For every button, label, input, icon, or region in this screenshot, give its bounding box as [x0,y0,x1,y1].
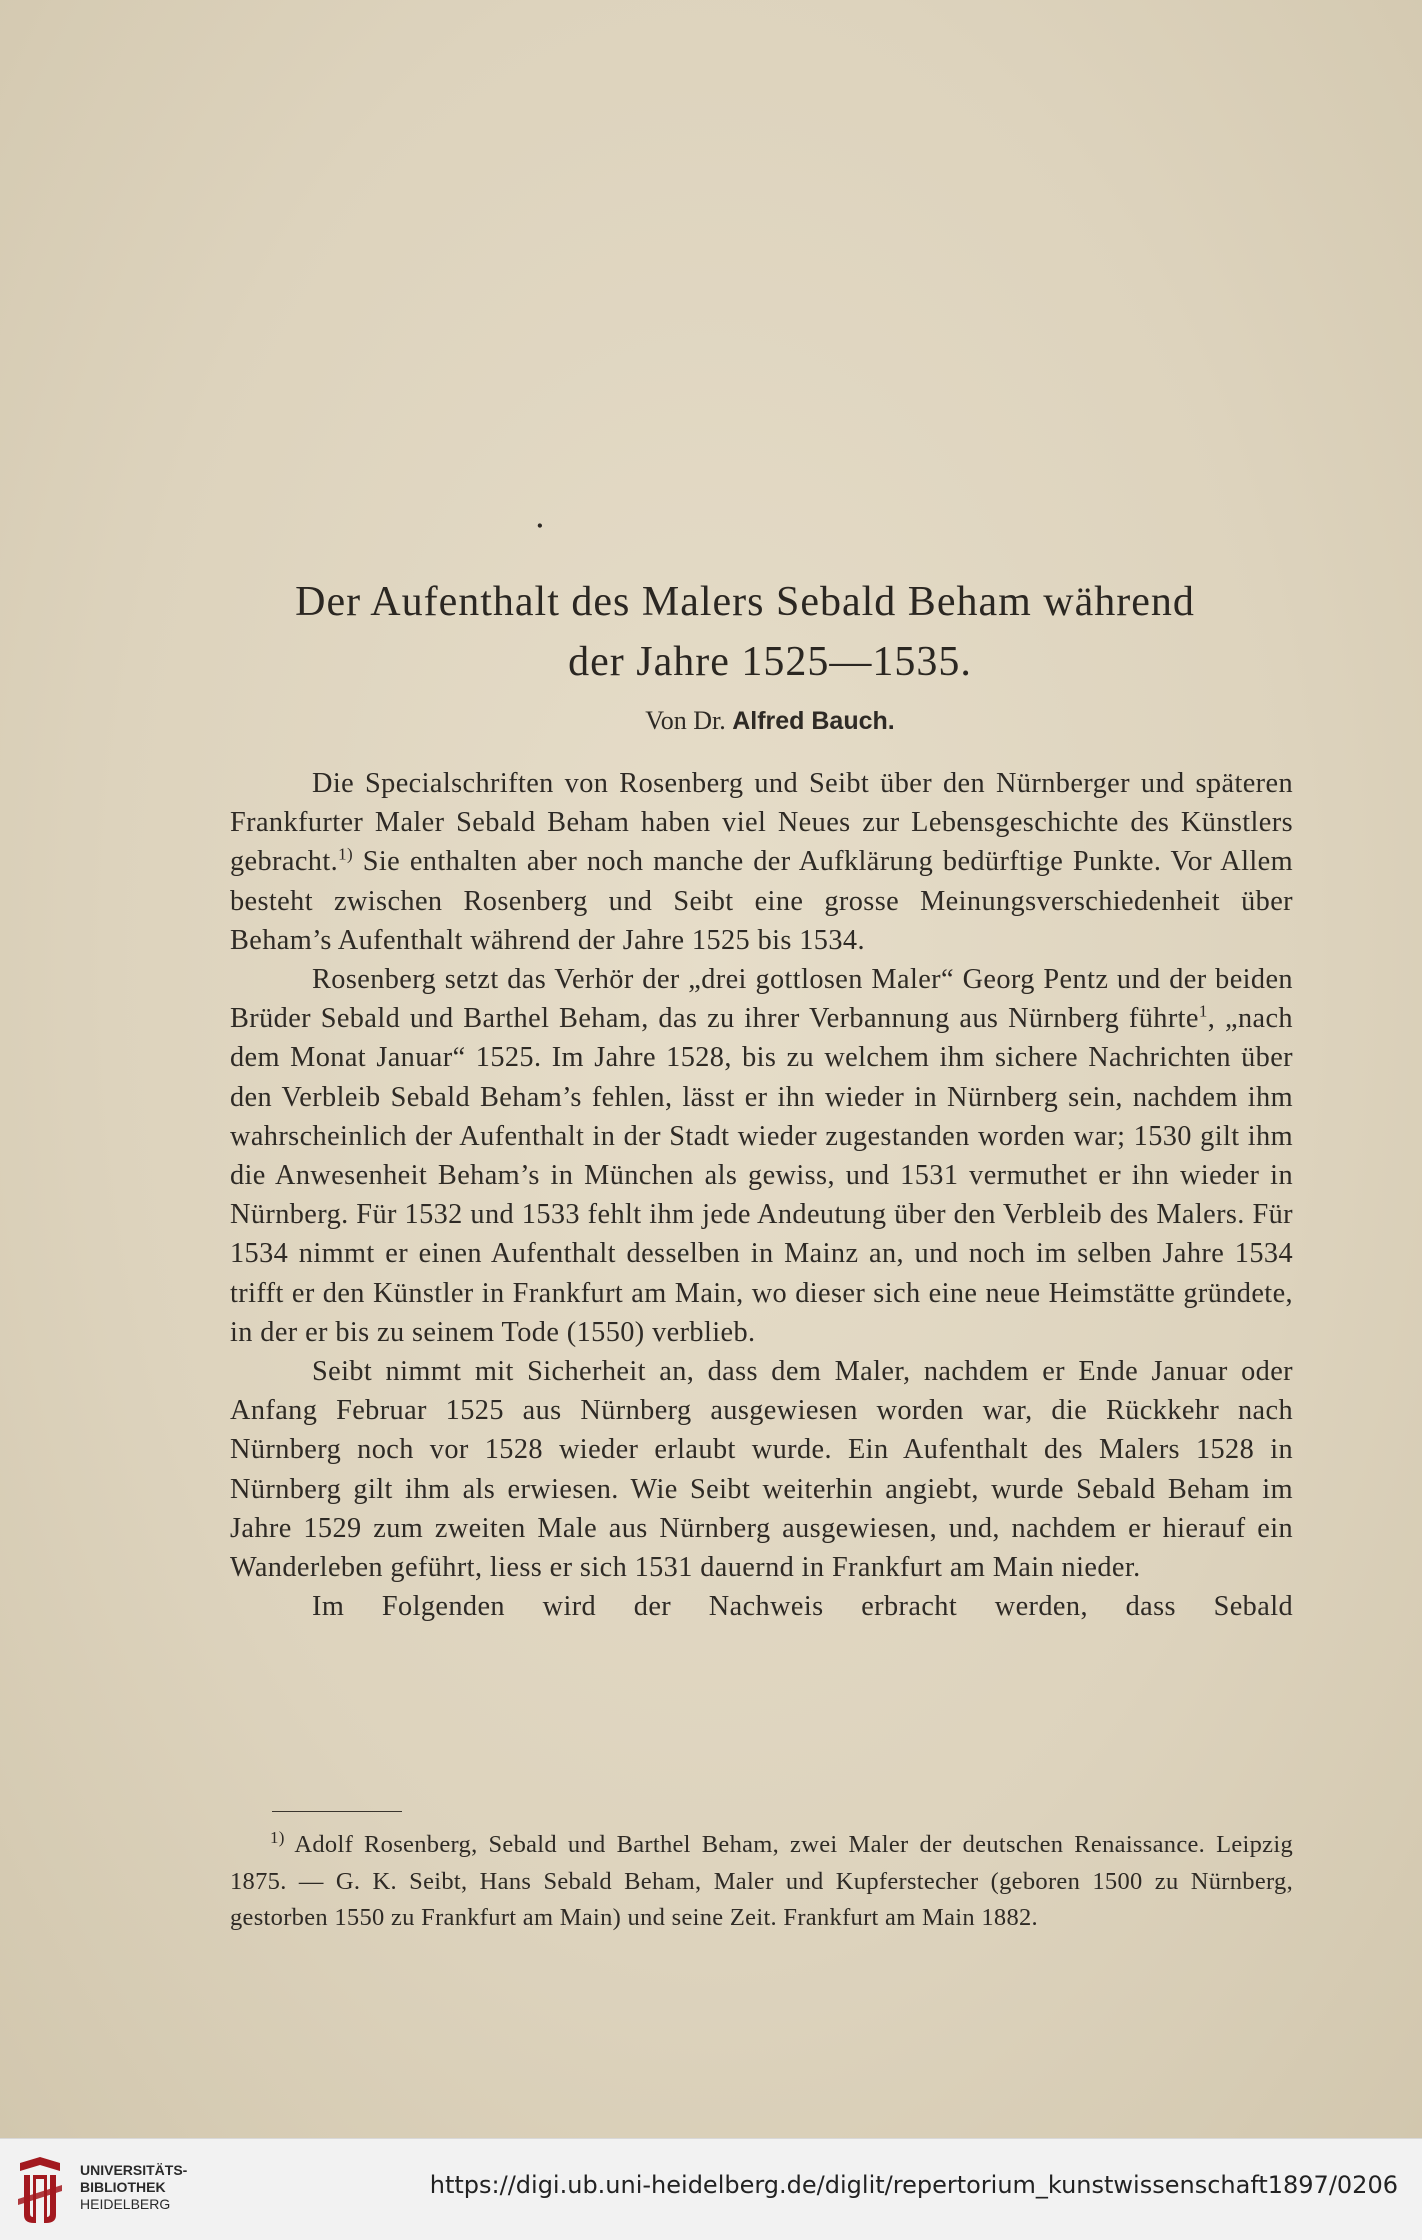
paragraph-4 [230,1587,1293,1626]
ub-heidelberg-logo-icon[interactable] [14,2155,66,2225]
viewer-footer [0,2138,1422,2240]
article-title-line-1: Der Aufenthalt des Malers Sebald Beham während [295,579,1195,625]
permalink-url[interactable]: https://digi.ub.uni-heidelberg.de/diglit/repertorium_kunstwissenschaft1897/0206 [429,2171,1398,2199]
library-name-line-2: BIBLIOTHEK [80,2179,166,2195]
footnote-marker: 1) [270,1827,285,1847]
library-name-line-3: HEIDELBERG [80,2196,171,2212]
paragraph-1 [230,764,1293,960]
ink-mark: • [532,515,548,536]
article-title-line-2: der Jahre 1525—1535. [568,639,972,685]
paragraph-2 [230,960,1293,1352]
paragraph-text: Sie enthalten aber noch manche der Aufklärung bedürftige Punkte. Vor Allem besteht zwischen Rosenberg und Seibt eine grosse Meinungsverschiedenheit über Beham’s Aufenthalt während der Jahre 1525 bis 1534. [230,846,1293,956]
footnote-divider [272,1811,402,1812]
paragraph-text: Rosenberg setzt das Verhör der „drei gottlosen Maler“ Georg Pentz und der beiden Brüder Sebald und Barthel Beham, das zu ihrer Verbannung aus Nürnberg führte [230,964,1293,1035]
paragraph-text: Seibt nimmt mit Sicherheit an, dass dem Maler, nachdem er Ende Januar oder Anfang Februar 1525 aus Nürnberg ausgewiesen worden war, die Rückkehr nach Nürnberg noch vor 1528 wieder erlaubt wurde. Ein Aufenthalt des Malers 1528 in Nürnberg gilt ihm als erwiesen. Wie Seibt weiterhin angiebt, wurde Sebald Beham im Jahre 1529 zum zweiten Male aus Nürnberg ausgewiesen, und, nachdem er hierauf ein Wanderleben geführt, liess er sich 1531 dauernd in Frankfurt am Main nieder. [230,1356,1293,1584]
paragraph-text: , „nach dem Monat Januar“ 1525. Im Jahre 1528, bis zu welchem ihm sichere Nachrichten über den Verbleib Sebald Beham’s fehlen, lässt er ihn wieder in Nürnberg sein, nachdem ihm wahrscheinlich der Aufenthalt in der Stadt wieder zugestanden worden war; 1530 gilt ihm die Anwesenheit Beham’s in München als gewiss, und 1531 vermuthet er ihn wieder in Nürnberg. Für 1532 und 1533 fehlt ihm jede Andeutung über den Verbleib des Malers. Für 1534 nimmt er einen Aufenthalt desselben in Mainz an, und noch im selben Jahre 1534 trifft er den Künstler in Frankfurt am Main, wo dieser sich eine neue Heimstätte gründete, in der er bis zu seinem Tode (1550) verblieb. [230,1003,1293,1348]
paragraph-text: Die Specialschriften von Rosenberg und Seibt über den Nürnberger und späteren Frankfurter Maler Sebald Beham haben viel Neues zur Lebensgeschichte des Künstlers gebracht. [230,768,1293,878]
footnote-text: Adolf Rosenberg, Sebald und Barthel Beham, zwei Maler der deutschen Renaissance. Leipzig 1875. — G. K. Seibt, Hans Sebald Beham, Maler und Kupferstecher (geboren 1500 zu Nürnberg, gestorben 1550 zu Frankfurt am Main) und seine Zeit. Frankfurt am Main 1882. [230,1831,1293,1931]
footnote-ref: 1) [338,844,354,864]
footnote [230,1827,1293,1937]
footnote-1 [230,1827,1293,1937]
author-prefix: Von Dr. [645,706,726,735]
author-line [200,703,1340,739]
library-name[interactable] [80,2162,187,2213]
author-name: Alfred Bauch. [732,707,895,735]
footnote-ref: 1 [1198,1001,1208,1021]
library-name-line-1: UNIVERSITÄTS- [80,2162,188,2178]
paragraph-3 [230,1352,1293,1587]
paragraph-text: Im Folgenden wird der Nachweis erbracht werden, dass Sebald [312,1591,1293,1623]
article-body [230,764,1293,1626]
